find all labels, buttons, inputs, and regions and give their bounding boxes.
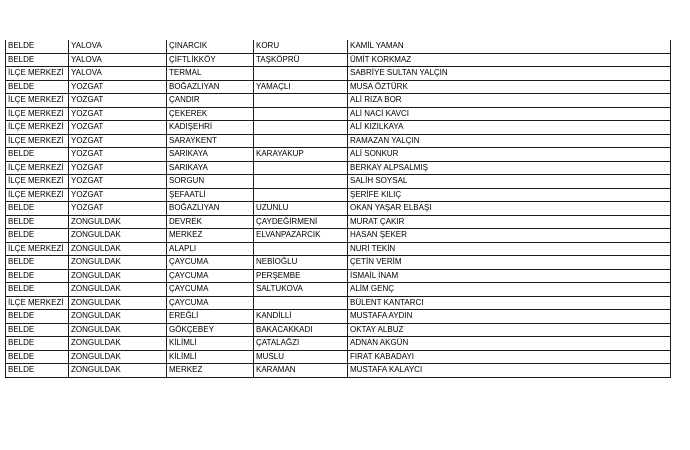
- town-cell: BAKACAKKADI: [254, 323, 348, 337]
- type-cell: BELDE: [6, 53, 69, 67]
- mayor-list-table: [5, 40, 671, 378]
- name-cell: OKTAY ALBUZ: [348, 323, 671, 337]
- name-cell: BÜLENT KANTARCI: [348, 296, 671, 310]
- name-cell: RAMAZAN YALÇIN: [348, 134, 671, 148]
- province-cell: ZONGULDAK: [69, 256, 167, 270]
- name-cell: MUSTAFA KALAYCI: [348, 364, 671, 378]
- type-cell: İLÇE MERKEZİ: [6, 188, 69, 202]
- table-row: [6, 215, 671, 229]
- province-cell: ZONGULDAK: [69, 215, 167, 229]
- type-cell: BELDE: [6, 364, 69, 378]
- name-cell: SABRİYE SULTAN YALÇIN: [348, 67, 671, 81]
- town-cell: SALTUKOVA: [254, 283, 348, 297]
- table-body: [6, 40, 671, 377]
- town-cell: UZUNLU: [254, 202, 348, 216]
- type-cell: İLÇE MERKEZİ: [6, 134, 69, 148]
- type-cell: BELDE: [6, 337, 69, 351]
- town-cell: [254, 107, 348, 121]
- type-cell: İLÇE MERKEZİ: [6, 242, 69, 256]
- district-cell: EREĞLİ: [167, 310, 254, 324]
- name-cell: ÜMİT KORKMAZ: [348, 53, 671, 67]
- name-cell: NURİ TEKİN: [348, 242, 671, 256]
- type-cell: BELDE: [6, 350, 69, 364]
- district-cell: KİLİMLİ: [167, 350, 254, 364]
- name-cell: SALİH SOYSAL: [348, 175, 671, 189]
- province-cell: YALOVA: [69, 67, 167, 81]
- town-cell: KANDİLLİ: [254, 310, 348, 324]
- town-cell: [254, 121, 348, 135]
- province-cell: YOZGAT: [69, 80, 167, 94]
- table-row: [6, 202, 671, 216]
- town-cell: KORU: [254, 40, 348, 53]
- type-cell: İLÇE MERKEZİ: [6, 175, 69, 189]
- province-cell: YOZGAT: [69, 148, 167, 162]
- table-row: [6, 175, 671, 189]
- type-cell: BELDE: [6, 229, 69, 243]
- district-cell: DEVREK: [167, 215, 254, 229]
- province-cell: ZONGULDAK: [69, 310, 167, 324]
- table-row: [6, 323, 671, 337]
- district-cell: ALAPLI: [167, 242, 254, 256]
- province-cell: ZONGULDAK: [69, 242, 167, 256]
- town-cell: [254, 175, 348, 189]
- district-cell: ÇAYCUMA: [167, 296, 254, 310]
- province-cell: ZONGULDAK: [69, 323, 167, 337]
- district-cell: SARIKAYA: [167, 148, 254, 162]
- province-cell: YOZGAT: [69, 161, 167, 175]
- town-cell: PERŞEMBE: [254, 269, 348, 283]
- name-cell: ÇETİN VERİM: [348, 256, 671, 270]
- type-cell: İLÇE MERKEZİ: [6, 107, 69, 121]
- town-cell: [254, 242, 348, 256]
- town-cell: KARAYAKUP: [254, 148, 348, 162]
- table-row: [6, 229, 671, 243]
- table-row: [6, 256, 671, 270]
- district-cell: ÇEKEREK: [167, 107, 254, 121]
- table-row: [6, 188, 671, 202]
- name-cell: ALİ SONKUR: [348, 148, 671, 162]
- type-cell: BELDE: [6, 256, 69, 270]
- table-row: [6, 337, 671, 351]
- district-cell: KİLİMLİ: [167, 337, 254, 351]
- name-cell: ŞERİFE KILIÇ: [348, 188, 671, 202]
- town-cell: ÇATALAĞZI: [254, 337, 348, 351]
- town-cell: [254, 296, 348, 310]
- name-cell: MURAT ÇAKIR: [348, 215, 671, 229]
- town-cell: YAMAÇLI: [254, 80, 348, 94]
- town-cell: KARAMAN: [254, 364, 348, 378]
- table-row: [6, 283, 671, 297]
- type-cell: BELDE: [6, 323, 69, 337]
- town-cell: [254, 161, 348, 175]
- province-cell: ZONGULDAK: [69, 296, 167, 310]
- type-cell: İLÇE MERKEZİ: [6, 121, 69, 135]
- town-cell: MUSLU: [254, 350, 348, 364]
- town-cell: TAŞKÖPRÜ: [254, 53, 348, 67]
- name-cell: ALİ RIZA BOR: [348, 94, 671, 108]
- type-cell: İLÇE MERKEZİ: [6, 67, 69, 81]
- province-cell: YOZGAT: [69, 94, 167, 108]
- district-cell: GÖKÇEBEY: [167, 323, 254, 337]
- table-row: [6, 94, 671, 108]
- name-cell: BERKAY ALPSALMIŞ: [348, 161, 671, 175]
- district-cell: BOĞAZLIYAN: [167, 202, 254, 216]
- province-cell: ZONGULDAK: [69, 350, 167, 364]
- table-row: [6, 53, 671, 67]
- name-cell: İSMAİL İNAM: [348, 269, 671, 283]
- name-cell: HASAN ŞEKER: [348, 229, 671, 243]
- table-row: [6, 121, 671, 135]
- name-cell: ALİM GENÇ: [348, 283, 671, 297]
- province-cell: ZONGULDAK: [69, 283, 167, 297]
- type-cell: BELDE: [6, 80, 69, 94]
- name-cell: ALİ KIZILKAYA: [348, 121, 671, 135]
- table-row: [6, 310, 671, 324]
- district-cell: ÇINARCIK: [167, 40, 254, 53]
- name-cell: OKAN YAŞAR ELBAŞI: [348, 202, 671, 216]
- district-cell: SORGUN: [167, 175, 254, 189]
- table-row: [6, 40, 671, 53]
- type-cell: BELDE: [6, 40, 69, 53]
- town-cell: ÇAYDEĞİRMENİ: [254, 215, 348, 229]
- province-cell: YALOVA: [69, 53, 167, 67]
- province-cell: YALOVA: [69, 40, 167, 53]
- table-row: [6, 107, 671, 121]
- name-cell: MUSA ÖZTÜRK: [348, 80, 671, 94]
- name-cell: KAMİL YAMAN: [348, 40, 671, 53]
- table-row: [6, 269, 671, 283]
- table-row: [6, 80, 671, 94]
- table-row: [6, 148, 671, 162]
- name-cell: FIRAT KABADAYI: [348, 350, 671, 364]
- district-cell: ÇANDIR: [167, 94, 254, 108]
- type-cell: BELDE: [6, 283, 69, 297]
- province-cell: YOZGAT: [69, 107, 167, 121]
- table-row: [6, 350, 671, 364]
- district-cell: TERMAL: [167, 67, 254, 81]
- type-cell: BELDE: [6, 310, 69, 324]
- district-cell: SARIKAYA: [167, 161, 254, 175]
- town-cell: NEBİOĞLU: [254, 256, 348, 270]
- district-cell: ŞEFAATLİ: [167, 188, 254, 202]
- table-row: [6, 242, 671, 256]
- district-cell: ÇAYCUMA: [167, 283, 254, 297]
- district-cell: SARAYKENT: [167, 134, 254, 148]
- province-cell: YOZGAT: [69, 175, 167, 189]
- table-row: [6, 134, 671, 148]
- table-row: [6, 296, 671, 310]
- type-cell: BELDE: [6, 215, 69, 229]
- name-cell: ALİ NACİ KAVCI: [348, 107, 671, 121]
- type-cell: İLÇE MERKEZİ: [6, 94, 69, 108]
- district-cell: BOĞAZLIYAN: [167, 80, 254, 94]
- town-cell: [254, 94, 348, 108]
- type-cell: İLÇE MERKEZİ: [6, 296, 69, 310]
- district-cell: ÇAYCUMA: [167, 269, 254, 283]
- document-table-container: [5, 40, 671, 378]
- town-cell: [254, 67, 348, 81]
- province-cell: ZONGULDAK: [69, 337, 167, 351]
- province-cell: YOZGAT: [69, 188, 167, 202]
- province-cell: YOZGAT: [69, 121, 167, 135]
- province-cell: YOZGAT: [69, 202, 167, 216]
- table-row: [6, 67, 671, 81]
- type-cell: BELDE: [6, 269, 69, 283]
- district-cell: ÇAYCUMA: [167, 256, 254, 270]
- table-row: [6, 161, 671, 175]
- district-cell: ÇİFTLİKKÖY: [167, 53, 254, 67]
- province-cell: ZONGULDAK: [69, 269, 167, 283]
- town-cell: [254, 188, 348, 202]
- town-cell: [254, 134, 348, 148]
- type-cell: BELDE: [6, 202, 69, 216]
- type-cell: İLÇE MERKEZİ: [6, 161, 69, 175]
- name-cell: MUSTAFA AYDIN: [348, 310, 671, 324]
- district-cell: MERKEZ: [167, 364, 254, 378]
- province-cell: ZONGULDAK: [69, 229, 167, 243]
- table-row: [6, 364, 671, 378]
- province-cell: YOZGAT: [69, 134, 167, 148]
- district-cell: MERKEZ: [167, 229, 254, 243]
- district-cell: KADIŞEHRİ: [167, 121, 254, 135]
- town-cell: ELVANPAZARCIK: [254, 229, 348, 243]
- province-cell: ZONGULDAK: [69, 364, 167, 378]
- name-cell: ADNAN AKGÜN: [348, 337, 671, 351]
- type-cell: BELDE: [6, 148, 69, 162]
